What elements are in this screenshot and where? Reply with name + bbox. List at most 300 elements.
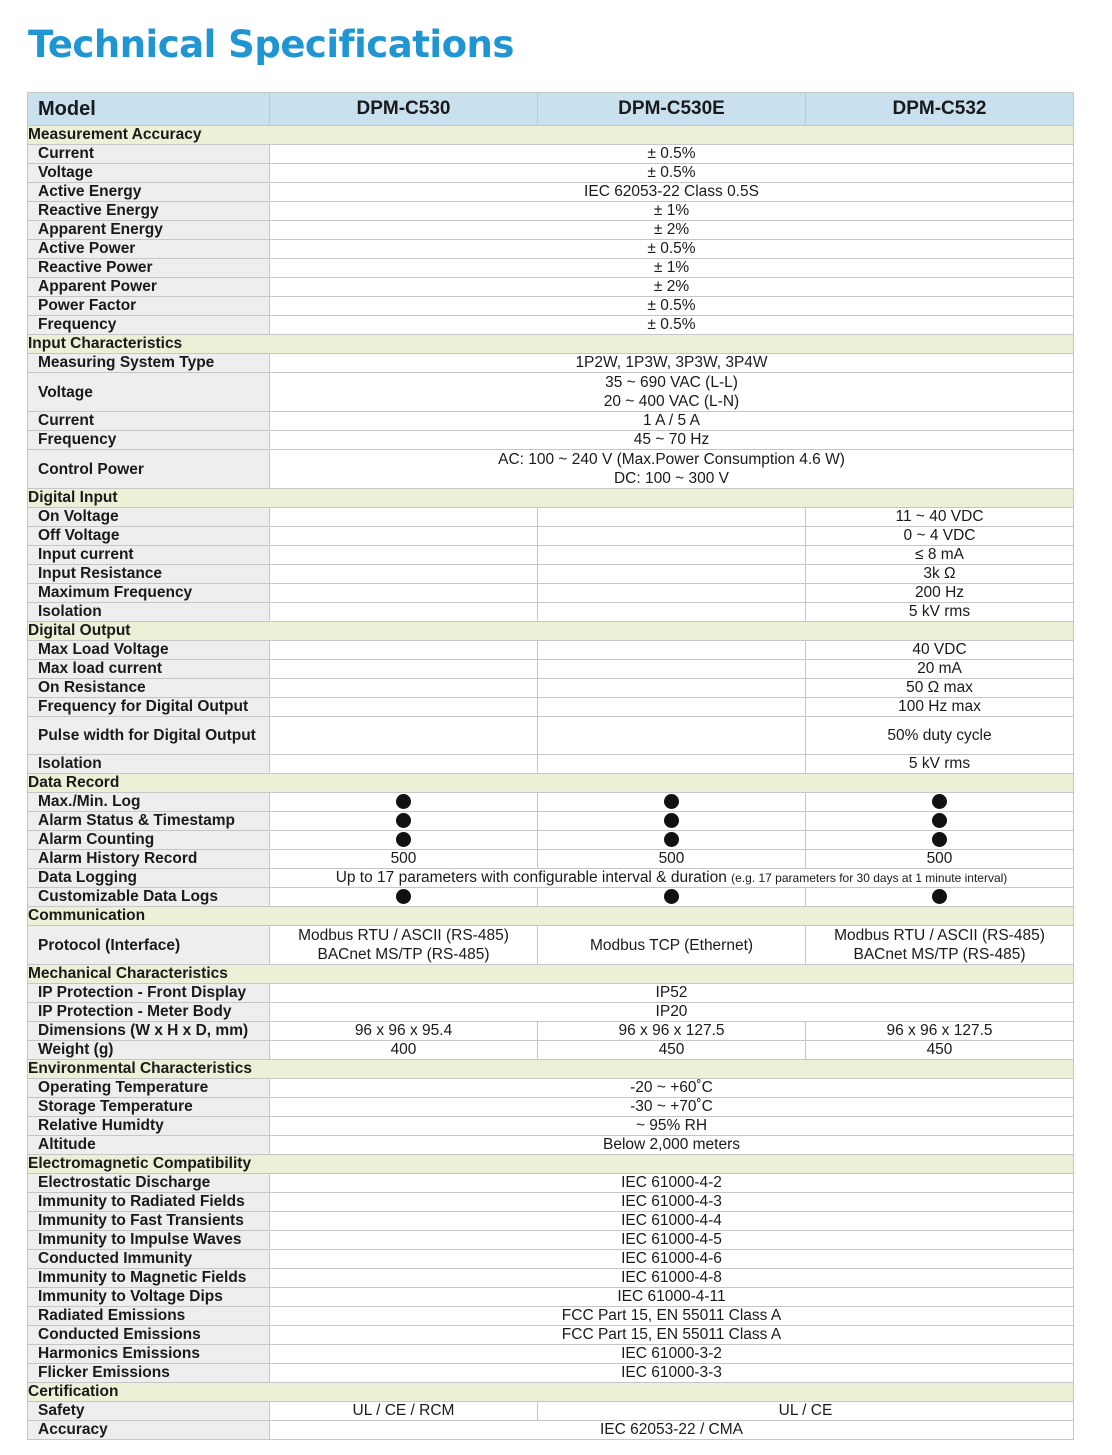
spec-value-dpm-c532 [806,679,1074,698]
spec-value-dpm-c530 [270,698,538,717]
spec-label: Voltage [28,373,270,412]
spec-value-dpm-c530e [538,603,806,622]
spec-value-dpm-c530 [270,584,538,603]
spec-value-dpm-c532 [806,641,1074,660]
spec-label: Pulse width for Digital Output [28,717,270,755]
spec-row-control-power [28,450,1074,489]
spec-value-all-models [270,354,1074,373]
spec-label: Operating Temperature [28,1079,270,1098]
spec-value-dpm-c530 [270,565,538,584]
spec-value-dpm-c532 [806,603,1074,622]
spec-value-dpm-c530e [538,926,806,965]
spec-label: Maximum Frequency [28,584,270,603]
spec-value-dpm-c532 [806,1041,1074,1060]
all-models-value: Below 2,000 meters [603,1136,740,1153]
all-models-value: AC: 100 ~ 240 V (Max.Power Consumption 4.6 W) [498,451,845,468]
spec-value-all-models [270,297,1074,316]
spec-value-dpm-c532 [806,508,1074,527]
spec-row-safety [28,1402,1074,1421]
dpm-c532-value: 450 [926,1041,953,1058]
spec-row-max-load-current [28,660,1074,679]
spec-value-dpm-c530e [538,717,806,755]
included-dot-icon [396,794,411,809]
spec-label: Immunity to Radiated Fields [28,1193,270,1212]
spec-value-all-models [270,1136,1074,1155]
spec-value-dpm-c530e [538,508,806,527]
spec-label: Frequency [28,316,270,335]
spec-row-immunity-to-impulse-waves [28,1231,1074,1250]
section-digital-input [28,489,1074,508]
dpm-c532-value: 0 ~ 4 VDC [903,527,976,544]
spec-value-all-models [270,450,1074,489]
spec-label: Safety [28,1402,270,1421]
spec-row-max-min-log [28,793,1074,812]
spec-row-input-current [28,546,1074,565]
spec-row-frequency-for-digital-output [28,698,1074,717]
spec-value-all-models [270,1250,1074,1269]
spec-row-radiated-emissions [28,1307,1074,1326]
all-models-value: IEC 61000-4-5 [621,1231,722,1248]
spec-label: Alarm Counting [28,831,270,850]
spec-label: Accuracy [28,1421,270,1440]
spec-value-dpm-c532 [806,584,1074,603]
spec-value-all-models [270,1174,1074,1193]
spec-value-all-models [270,145,1074,164]
spec-label: Isolation [28,755,270,774]
spec-value-dpm-c530e [538,527,806,546]
spec-label: Immunity to Impulse Waves [28,1231,270,1250]
spec-value-dpm-c530e [538,565,806,584]
spec-value-dpm-c532 [806,755,1074,774]
spec-value-dpm-c530 [270,508,538,527]
spec-label: Control Power [28,450,270,489]
spec-value-dpm-c530e [538,755,806,774]
spec-label: Electrostatic Discharge [28,1174,270,1193]
dpm-c532-value: 20 mA [917,660,962,677]
spec-value-dpm-c532 [806,831,1074,850]
all-models-value: IEC 62053-22 Class 0.5S [584,183,759,200]
dpm-c532-value: 50 Ω max [906,679,973,696]
spec-row-customizable-data-logs [28,888,1074,907]
spec-value-dpm-c530 [270,546,538,565]
spec-value-dpm-c530e [538,679,806,698]
spec-value-dpm-c530e [538,831,806,850]
spec-value-all-models [270,1421,1074,1440]
all-models-value: FCC Part 15, EN 55011 Class A [561,1307,782,1324]
dpm-c532-value: ≤ 8 mA [915,546,964,563]
spec-row-immunity-to-fast-transients [28,1212,1074,1231]
spec-value-all-models [270,431,1074,450]
spec-row-on-resistance [28,679,1074,698]
spec-value-dpm-c530e [538,888,806,907]
section-data-record [28,774,1074,793]
header-row [28,93,1074,126]
spec-row-immunity-to-magnetic-fields [28,1269,1074,1288]
spec-value-all-models [270,240,1074,259]
all-models-value: IP20 [655,1003,688,1020]
section-input-characteristics [28,335,1074,354]
spec-row-off-voltage [28,527,1074,546]
all-models-value: ± 1% [653,202,690,219]
included-dot-icon [396,813,411,828]
included-dot-icon [932,832,947,847]
included-dot-icon [396,889,411,904]
spec-label: Customizable Data Logs [28,888,270,907]
spec-row-alarm-counting [28,831,1074,850]
spec-label: On Resistance [28,679,270,698]
spec-label: On Voltage [28,508,270,527]
spec-value-dpm-c530e [538,793,806,812]
spec-row-harmonics-emissions [28,1345,1074,1364]
spec-value-dpm-c530 [270,926,538,965]
spec-row-altitude [28,1136,1074,1155]
spec-value-all-models [270,1364,1074,1383]
spec-label: Alarm History Record [28,850,270,869]
dpm-c532-value: 5 kV rms [908,603,971,620]
spec-label: Apparent Power [28,278,270,297]
section-title: Environmental Characteristics [28,1060,1074,1079]
model-dpm-c530e: DPM-C530E [538,93,806,126]
spec-value-all-models [270,259,1074,278]
spec-table [27,92,1074,1440]
spec-label: Active Energy [28,183,270,202]
all-models-value: IP52 [655,984,688,1001]
spec-value-dpm-c532 [806,850,1074,869]
spec-value-dpm-c530 [270,660,538,679]
section-title: Digital Output [28,622,1074,641]
all-models-value: 35 ~ 690 VAC (L-L) [605,374,738,391]
spec-label: Dimensions (W x H x D, mm) [28,1022,270,1041]
all-models-value: ± 0.5% [647,145,696,162]
section-digital-output [28,622,1074,641]
all-models-value: 1P2W, 1P3W, 3P3W, 3P4W [575,354,768,371]
spec-value-all-models [270,1003,1074,1022]
spec-row-operating-temperature [28,1079,1074,1098]
spec-label: Input current [28,546,270,565]
spec-value-all-models [270,412,1074,431]
spec-value-all-models [270,202,1074,221]
dpm-c530-value: 500 [390,850,417,867]
spec-label: Altitude [28,1136,270,1155]
spec-label: Conducted Immunity [28,1250,270,1269]
dpm-c530-value: Modbus RTU / ASCII (RS-485) [298,927,509,944]
all-models-value: ± 2% [653,278,690,295]
spec-value-dpm-c530 [270,1022,538,1041]
spec-row-input-resistance [28,565,1074,584]
spec-label: Frequency for Digital Output [28,698,270,717]
dpm-c530-value-line2: BACnet MS/TP (RS-485) [317,946,490,963]
spec-row-ip-protection-front-display [28,984,1074,1003]
spec-value-dpm-c532 [806,717,1074,755]
spec-value-dpm-c532 [806,888,1074,907]
spec-value-dpm-c532 [806,660,1074,679]
spec-label: Input Resistance [28,565,270,584]
dpm-c530e-value: Modbus TCP (Ethernet) [589,936,754,954]
dpm-c530-value: 400 [390,1041,417,1058]
dpm-c530e-value: 500 [658,850,685,867]
spec-value-dpm-c530e [538,812,806,831]
all-models-value: FCC Part 15, EN 55011 Class A [561,1326,782,1343]
spec-value-all-models [270,1193,1074,1212]
section-title: Digital Input [28,489,1074,508]
spec-row-reactive-energy [28,202,1074,221]
all-models-value: 45 ~ 70 Hz [633,431,710,448]
section-environmental-characteristics [28,1060,1074,1079]
spec-value-dpm-c530 [270,641,538,660]
spec-row-maximum-frequency [28,584,1074,603]
spec-value-all-models [270,278,1074,297]
spec-value-dpm-c530e [538,1022,806,1041]
spec-row-active-power [28,240,1074,259]
all-models-value: ± 1% [653,259,690,276]
all-models-value-line2: 20 ~ 400 VAC (L-N) [603,393,740,410]
spec-label: Max load current [28,660,270,679]
spec-row-accuracy [28,1421,1074,1440]
spec-value-dpm-c532 [806,565,1074,584]
all-models-value: ~ 95% RH [635,1117,708,1134]
spec-value-all-models [270,1079,1074,1098]
page-title: Technical Specifications [28,23,514,66]
spec-row-protocol-interface [28,926,1074,965]
section-mechanical-characteristics [28,965,1074,984]
spec-row-conducted-immunity [28,1250,1074,1269]
spec-value-all-models [270,221,1074,240]
dpm-c532-value: 200 Hz [914,584,965,601]
spec-value-dpm-c530e [538,1041,806,1060]
spec-label: Apparent Energy [28,221,270,240]
spec-value-all-models [270,1326,1074,1345]
spec-value-all-models [270,183,1074,202]
spec-row-isolation [28,603,1074,622]
spec-row-frequency [28,431,1074,450]
spec-row-ip-protection-meter-body [28,1003,1074,1022]
dpm-c530e-c532-value: UL / CE [778,1402,833,1419]
all-models-value: ± 0.5% [647,316,696,333]
spec-value-all-models [270,1288,1074,1307]
spec-row-pulse-width-for-digital-output [28,717,1074,755]
dpm-c532-value-line2: BACnet MS/TP (RS-485) [853,946,1026,963]
spec-label: Current [28,145,270,164]
dpm-c532-value: 50% duty cycle [887,727,992,744]
spec-value-all-models [270,1269,1074,1288]
spec-label: Power Factor [28,297,270,316]
spec-value-all-models [270,869,1074,888]
spec-value-dpm-c530 [270,717,538,755]
spec-label: Storage Temperature [28,1098,270,1117]
spec-label: Harmonics Emissions [28,1345,270,1364]
all-models-value: -30 ~ +70˚C [630,1098,713,1115]
spec-row-alarm-history-record [28,850,1074,869]
spec-value-all-models [270,1307,1074,1326]
spec-label: Off Voltage [28,527,270,546]
spec-value-all-models [270,984,1074,1003]
included-dot-icon [664,832,679,847]
dpm-c530-value: UL / CE / RCM [352,1402,455,1419]
section-title: Electromagnetic Compatibility [28,1155,1074,1174]
dpm-c532-value: 3k Ω [923,565,956,582]
spec-value-dpm-c530e [538,546,806,565]
spec-value-dpm-c530e [538,584,806,603]
spec-value-dpm-c530e [538,850,806,869]
spec-value-all-models [270,1098,1074,1117]
all-models-value: -20 ~ +60˚C [630,1079,713,1096]
included-dot-icon [396,832,411,847]
spec-label: Isolation [28,603,270,622]
dpm-c532-value: 5 kV rms [908,755,971,772]
spec-label: Flicker Emissions [28,1364,270,1383]
spec-label: Measuring System Type [28,354,270,373]
spec-row-dimensions-w-x-h-x-d-mm [28,1022,1074,1041]
spec-value-dpm-c532 [806,926,1074,965]
all-models-value: ± 2% [653,221,690,238]
included-dot-icon [932,794,947,809]
all-models-value: IEC 61000-4-11 [617,1288,726,1305]
all-models-value: Up to 17 parameters with configurable interval & duration [335,869,727,886]
spec-row-max-load-voltage [28,641,1074,660]
model-header: Model [28,93,270,126]
included-dot-icon [932,889,947,904]
all-models-value: IEC 61000-4-4 [621,1212,722,1229]
dpm-c530-value: 96 x 96 x 95.4 [354,1022,453,1039]
spec-row-active-energy [28,183,1074,202]
spec-label: Immunity to Magnetic Fields [28,1269,270,1288]
spec-value-all-models [270,1345,1074,1364]
all-models-value: IEC 61000-4-2 [621,1174,722,1191]
spec-value-all-models [270,1212,1074,1231]
spec-label: Max./Min. Log [28,793,270,812]
all-models-value: ± 0.5% [647,240,696,257]
spec-row-electrostatic-discharge [28,1174,1074,1193]
spec-row-apparent-power [28,278,1074,297]
spec-value-all-models [270,164,1074,183]
spec-label: Reactive Power [28,259,270,278]
included-dot-icon [932,813,947,828]
section-certification [28,1383,1074,1402]
spec-value-all-models [270,1117,1074,1136]
spec-label: Frequency [28,431,270,450]
spec-label: Weight (g) [28,1041,270,1060]
spec-label: Current [28,412,270,431]
spec-label: Immunity to Fast Transients [28,1212,270,1231]
spec-row-power-factor [28,297,1074,316]
section-title: Certification [28,1383,1074,1402]
spec-label: Voltage [28,164,270,183]
spec-label: Immunity to Voltage Dips [28,1288,270,1307]
spec-value-dpm-c530 [270,1041,538,1060]
spec-value-dpm-c530 [270,1402,538,1421]
spec-value-dpm-c530 [270,755,538,774]
included-dot-icon [664,813,679,828]
spec-row-frequency [28,316,1074,335]
spec-row-on-voltage [28,508,1074,527]
spec-value-dpm-c530 [270,793,538,812]
section-title: Communication [28,907,1074,926]
spec-value-dpm-c530 [270,679,538,698]
model-dpm-c530: DPM-C530 [270,93,538,126]
all-models-value: IEC 61000-4-8 [621,1269,722,1286]
all-models-note: (e.g. 17 parameters for 30 days at 1 minute interval) [731,871,1008,885]
spec-value-dpm-c530e-c532 [538,1402,1074,1421]
spec-value-dpm-c530e [538,660,806,679]
spec-label: Protocol (Interface) [28,926,270,965]
spec-value-dpm-c530 [270,850,538,869]
all-models-value: 1 A / 5 A [643,412,700,429]
dpm-c532-value: 96 x 96 x 127.5 [886,1022,993,1039]
spec-row-relative-humidty [28,1117,1074,1136]
spec-row-immunity-to-voltage-dips [28,1288,1074,1307]
spec-label: Data Logging [28,869,270,888]
spec-value-dpm-c530 [270,603,538,622]
spec-value-dpm-c532 [806,698,1074,717]
section-title: Input Characteristics [28,335,1074,354]
spec-label: Alarm Status & Timestamp [28,812,270,831]
dpm-c532-value: 500 [926,850,953,867]
all-models-value: IEC 61000-4-6 [621,1250,722,1267]
section-electromagnetic-compatibility [28,1155,1074,1174]
spec-value-dpm-c532 [806,546,1074,565]
section-title: Measurement Accuracy [28,126,1074,145]
spec-value-dpm-c530 [270,888,538,907]
spec-label: Reactive Energy [28,202,270,221]
section-title: Data Record [28,774,1074,793]
dpm-c532-value: 40 VDC [912,641,967,658]
spec-value-all-models [270,1231,1074,1250]
spec-body [28,126,1074,1440]
spec-value-dpm-c530 [270,527,538,546]
spec-row-isolation [28,755,1074,774]
section-measurement-accuracy [28,126,1074,145]
spec-row-storage-temperature [28,1098,1074,1117]
spec-row-current [28,412,1074,431]
included-dot-icon [664,889,679,904]
spec-label: IP Protection - Meter Body [28,1003,270,1022]
spec-row-measuring-system-type [28,354,1074,373]
all-models-value-line2: DC: 100 ~ 300 V [613,470,730,487]
spec-row-immunity-to-radiated-fields [28,1193,1074,1212]
spec-value-dpm-c532 [806,527,1074,546]
spec-value-dpm-c532 [806,1022,1074,1041]
dpm-c530e-value: 96 x 96 x 127.5 [618,1022,725,1039]
spec-row-weight-g [28,1041,1074,1060]
spec-value-all-models [270,373,1074,412]
all-models-value: ± 0.5% [647,164,696,181]
spec-row-conducted-emissions [28,1326,1074,1345]
dpm-c530e-value: 450 [658,1041,685,1058]
spec-label: Conducted Emissions [28,1326,270,1345]
spec-value-dpm-c530 [270,831,538,850]
spec-row-data-logging [28,869,1074,888]
dpm-c532-value: Modbus RTU / ASCII (RS-485) [834,927,1045,944]
all-models-value: ± 0.5% [647,297,696,314]
spec-value-all-models [270,316,1074,335]
spec-row-flicker-emissions [28,1364,1074,1383]
dpm-c532-value: 11 ~ 40 VDC [895,508,984,525]
spec-row-voltage [28,373,1074,412]
section-title: Mechanical Characteristics [28,965,1074,984]
spec-value-dpm-c530e [538,698,806,717]
spec-value-dpm-c532 [806,812,1074,831]
spec-row-alarm-status-timestamp [28,812,1074,831]
spec-label: Max Load Voltage [28,641,270,660]
section-communication [28,907,1074,926]
spec-label: Active Power [28,240,270,259]
spec-label: Relative Humidty [28,1117,270,1136]
all-models-value: IEC 61000-3-2 [621,1345,722,1362]
spec-value-dpm-c530 [270,812,538,831]
included-dot-icon [664,794,679,809]
all-models-value: IEC 61000-3-3 [621,1364,722,1381]
spec-row-current [28,145,1074,164]
